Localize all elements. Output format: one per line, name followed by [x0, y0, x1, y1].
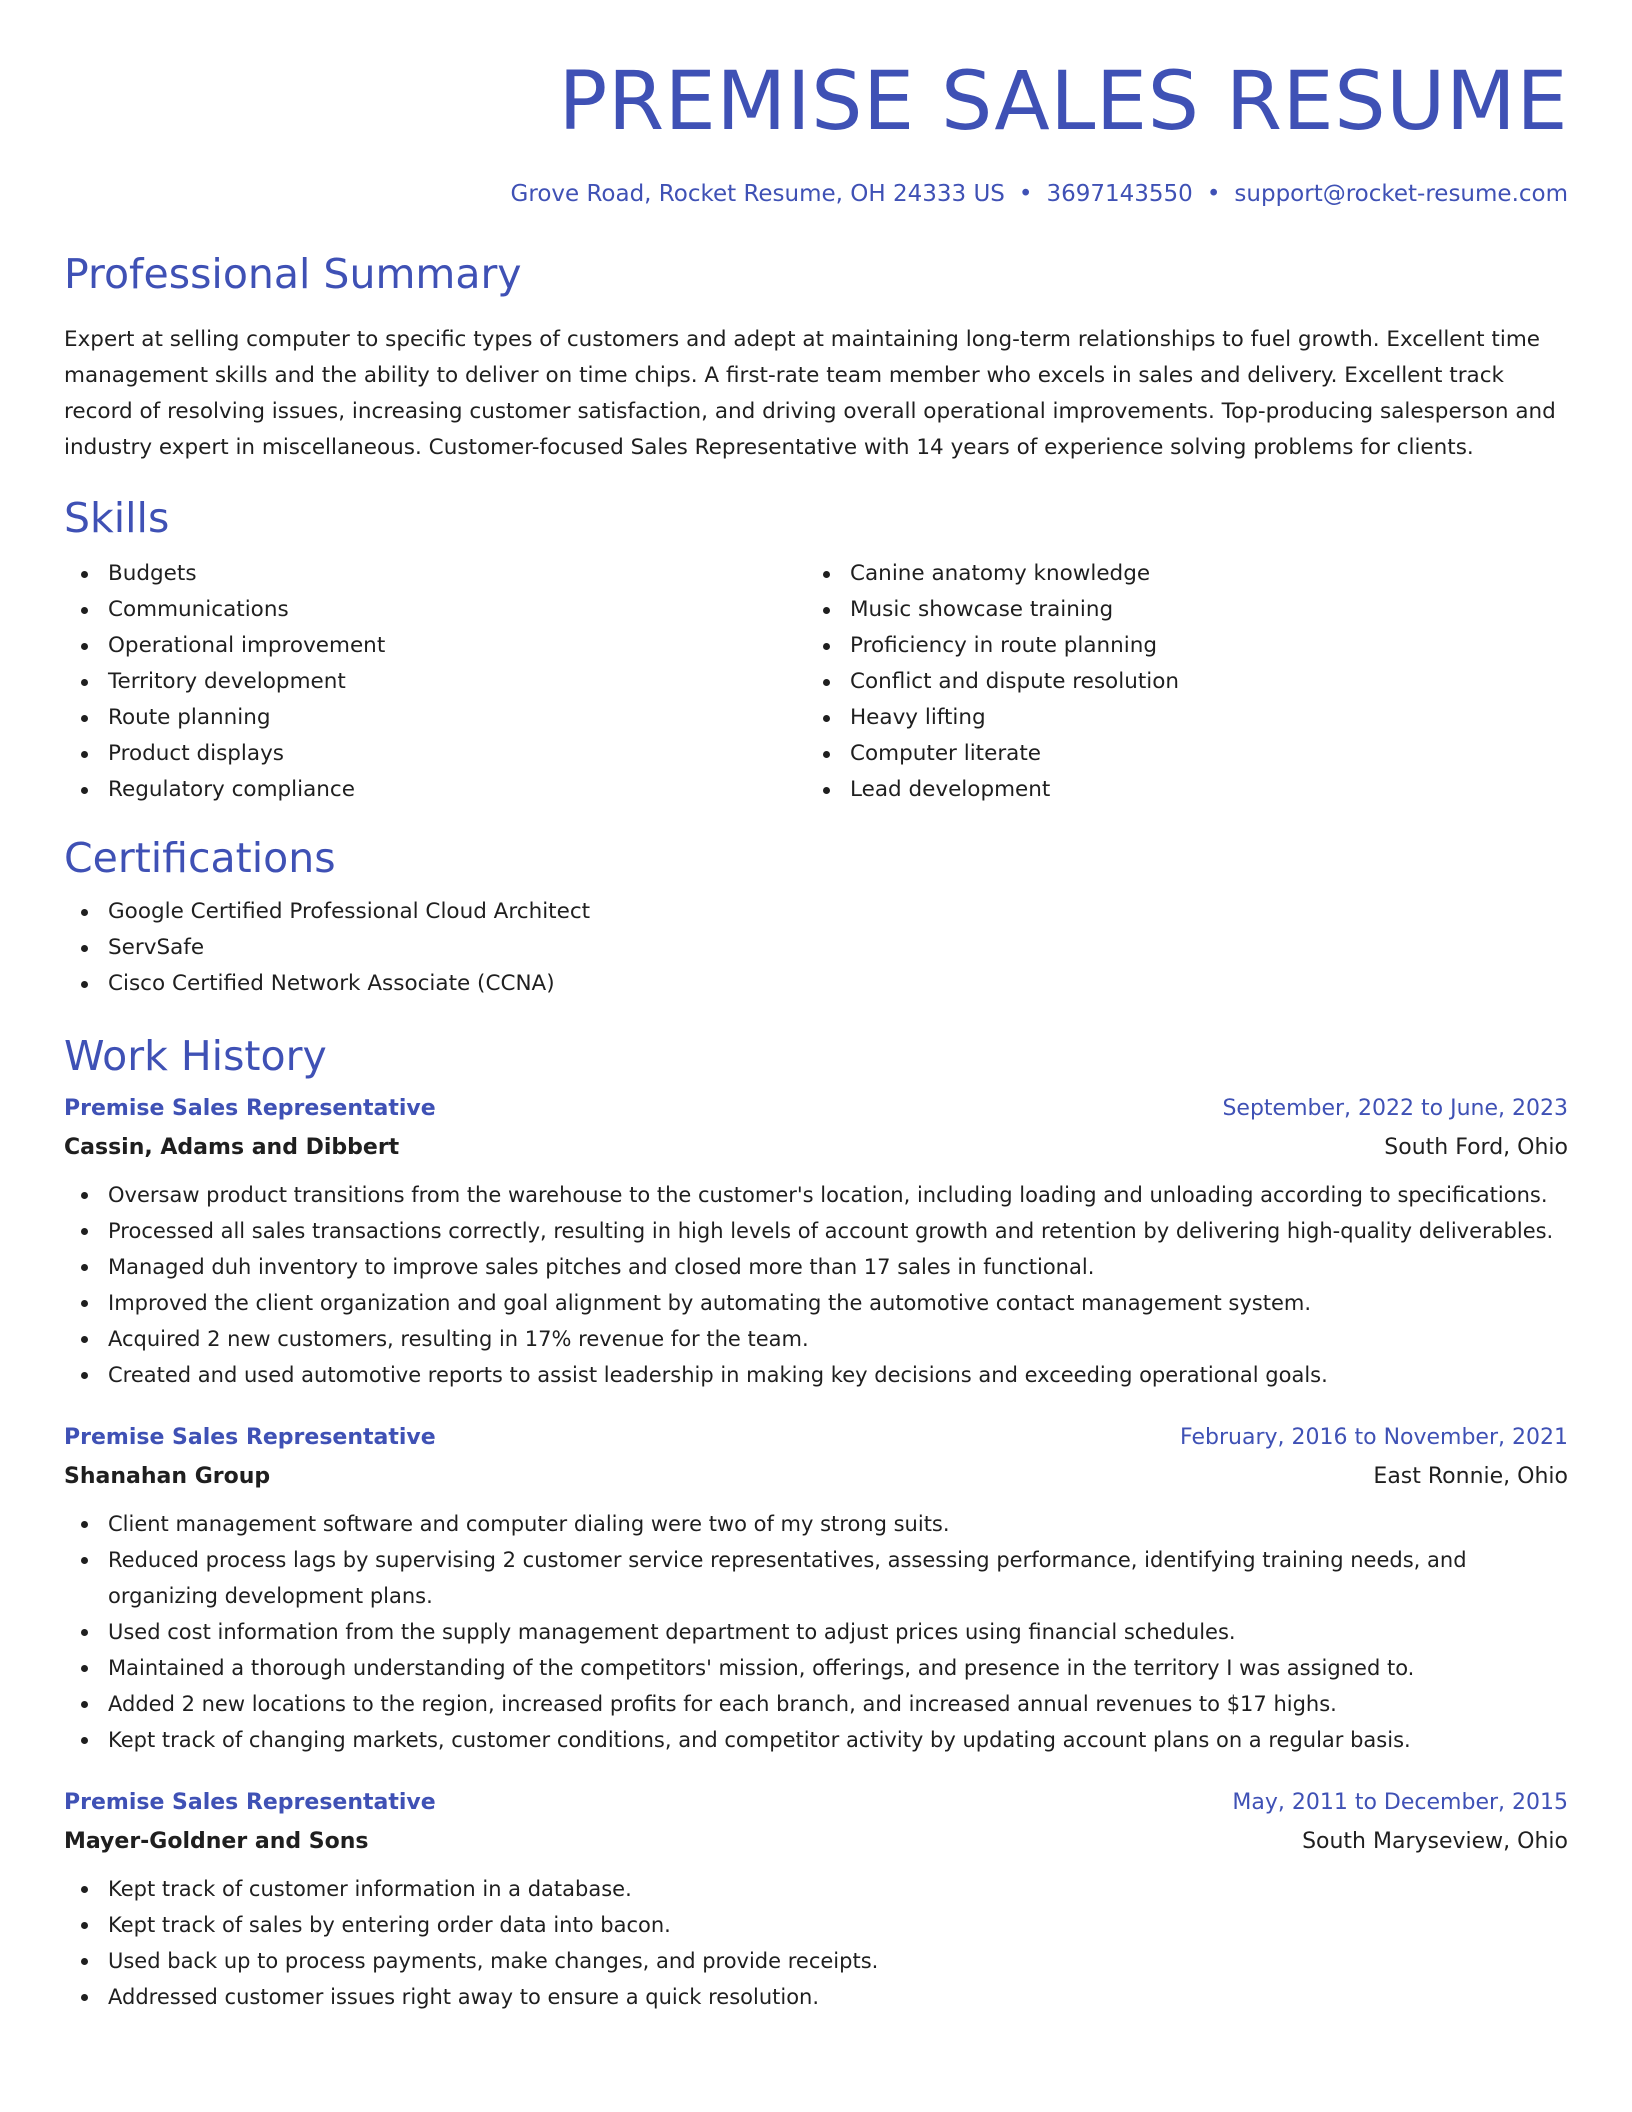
skill-item: Budgets	[64, 556, 806, 592]
certification-item: ServSafe	[64, 930, 1568, 966]
resume-page	[64, 0, 1568, 2015]
job-location: South Maryseview, Ohio	[1302, 1829, 1568, 1854]
job-header-row	[64, 1784, 1568, 1822]
contact-phone: 3697143550	[1046, 181, 1193, 207]
skill-item: Music showcase training	[806, 592, 1548, 628]
skills-grid	[64, 556, 1568, 808]
skills-list-left	[64, 556, 806, 808]
summary-text: Expert at selling computer to specific types of customers and adept at maintaining long-term relationships to fuel growth. Excellent time management skills and the ability to deliver on time chips. A first-rate team member who excels in sales and delivery. Excellent track record of resolving issues, increasing customer satisfaction, and driving overall operational improvements. Top-producing salesperson and industry expert in miscellaneous. Customer-focused Sales Representative with 14 years of experience solving problems for clients.	[64, 327, 1556, 460]
job-dates: September, 2022 to June, 2023	[1222, 1096, 1568, 1121]
job-bullet: Used cost information from the supply management department to adjust prices using financial schedules.	[64, 1614, 1568, 1650]
skill-item: Communications	[64, 592, 806, 628]
contact-email[interactable]: support@rocket-resume.com	[1234, 181, 1568, 207]
job-dates: May, 2011 to December, 2015	[1232, 1790, 1568, 1815]
job-location: South Ford, Ohio	[1384, 1135, 1568, 1160]
summary-heading: Professional Summary	[64, 250, 522, 298]
skill-item: Route planning	[64, 700, 806, 736]
skill-item: Product displays	[64, 736, 806, 772]
job-bullet: Managed duh inventory to improve sales pitches and closed more than 17 sales in functional.	[64, 1249, 1568, 1285]
certification-item: Cisco Certified Network Associate (CCNA)	[64, 966, 1568, 1002]
job-entry	[64, 1419, 1568, 1758]
job-bullet: Reduced process lags by supervising 2 customer service representatives, assessing performance, identifying training needs, and organizing development plans.	[64, 1542, 1568, 1614]
contact-line	[64, 178, 1568, 210]
job-bullet: Processed all sales transactions correctly, resulting in high levels of account growth and retention by delivering high-quality deliverables.	[64, 1213, 1568, 1249]
job-entry	[64, 1090, 1568, 1393]
skill-item: Operational improvement	[64, 628, 806, 664]
job-bullet: Acquired 2 new customers, resulting in 17% revenue for the team.	[64, 1321, 1568, 1357]
skill-item: Computer literate	[806, 736, 1548, 772]
job-bullet: Kept track of changing markets, customer conditions, and competitor activity by updating account plans on a regular basis.	[64, 1722, 1568, 1758]
resume-title: PREMISE SALES RESUME	[558, 55, 1568, 149]
certifications-heading: Certifications	[64, 834, 336, 882]
job-company-row	[64, 1822, 1568, 1862]
certification-item: Google Certified Professional Cloud Architect	[64, 894, 1568, 930]
job-bullet: Kept track of customer information in a database.	[64, 1871, 1568, 1907]
job-bullet: Maintained a thorough understanding of the competitors' mission, offerings, and presence in the territory I was assigned to.	[64, 1650, 1568, 1686]
job-company-row	[64, 1128, 1568, 1168]
skill-item: Territory development	[64, 664, 806, 700]
skill-item: Regulatory compliance	[64, 772, 806, 808]
job-company: Mayer-Goldner and Sons	[64, 1829, 369, 1854]
skill-item: Proficiency in route planning	[806, 628, 1548, 664]
job-bullet: Client management software and computer dialing were two of my strong suits.	[64, 1506, 1568, 1542]
skills-column-left	[64, 556, 806, 808]
skill-item: Conflict and dispute resolution	[806, 664, 1548, 700]
skills-heading: Skills	[64, 494, 170, 542]
skills-list-right	[806, 556, 1548, 808]
job-bullet: Added 2 new locations to the region, increased profits for each branch, and increased annual revenues to $17 highs.	[64, 1686, 1568, 1722]
job-header-row	[64, 1419, 1568, 1457]
job-dates: February, 2016 to November, 2021	[1180, 1425, 1568, 1450]
job-bullet: Oversaw product transitions from the warehouse to the customer's location, including loading and unloading according to specifications.	[64, 1177, 1568, 1213]
job-title: Premise Sales Representative	[64, 1096, 436, 1121]
skill-item: Heavy lifting	[806, 700, 1548, 736]
skill-item: Lead development	[806, 772, 1548, 808]
skill-item: Canine anatomy knowledge	[806, 556, 1548, 592]
job-bullet: Kept track of sales by entering order data into bacon.	[64, 1907, 1568, 1943]
job-title: Premise Sales Representative	[64, 1790, 436, 1815]
job-company: Shanahan Group	[64, 1464, 271, 1489]
job-header-row	[64, 1090, 1568, 1128]
job-bullet: Addressed customer issues right away to ensure a quick resolution.	[64, 1979, 1568, 2015]
job-bullet-list	[64, 1177, 1568, 1393]
job-bullet: Improved the client organization and goal alignment by automating the automotive contact management system.	[64, 1285, 1568, 1321]
job-location: East Ronnie, Ohio	[1373, 1464, 1568, 1489]
job-company-row	[64, 1457, 1568, 1497]
work-history-heading: Work History	[64, 1032, 327, 1080]
job-bullet: Created and used automotive reports to assist leadership in making key decisions and exceeding operational goals.	[64, 1357, 1568, 1393]
job-bullet-list	[64, 1506, 1568, 1758]
job-title: Premise Sales Representative	[64, 1425, 436, 1450]
skills-column-right	[806, 556, 1548, 808]
contact-separator: •	[1206, 181, 1221, 207]
contact-address: Grove Road, Rocket Resume, OH 24333 US	[510, 181, 1005, 207]
certifications-list	[64, 894, 1568, 1002]
contact-separator: •	[1018, 181, 1033, 207]
job-entry	[64, 1784, 1568, 2015]
job-bullet: Used back up to process payments, make changes, and provide receipts.	[64, 1943, 1568, 1979]
job-bullet-list	[64, 1871, 1568, 2015]
job-company: Cassin, Adams and Dibbert	[64, 1135, 400, 1160]
